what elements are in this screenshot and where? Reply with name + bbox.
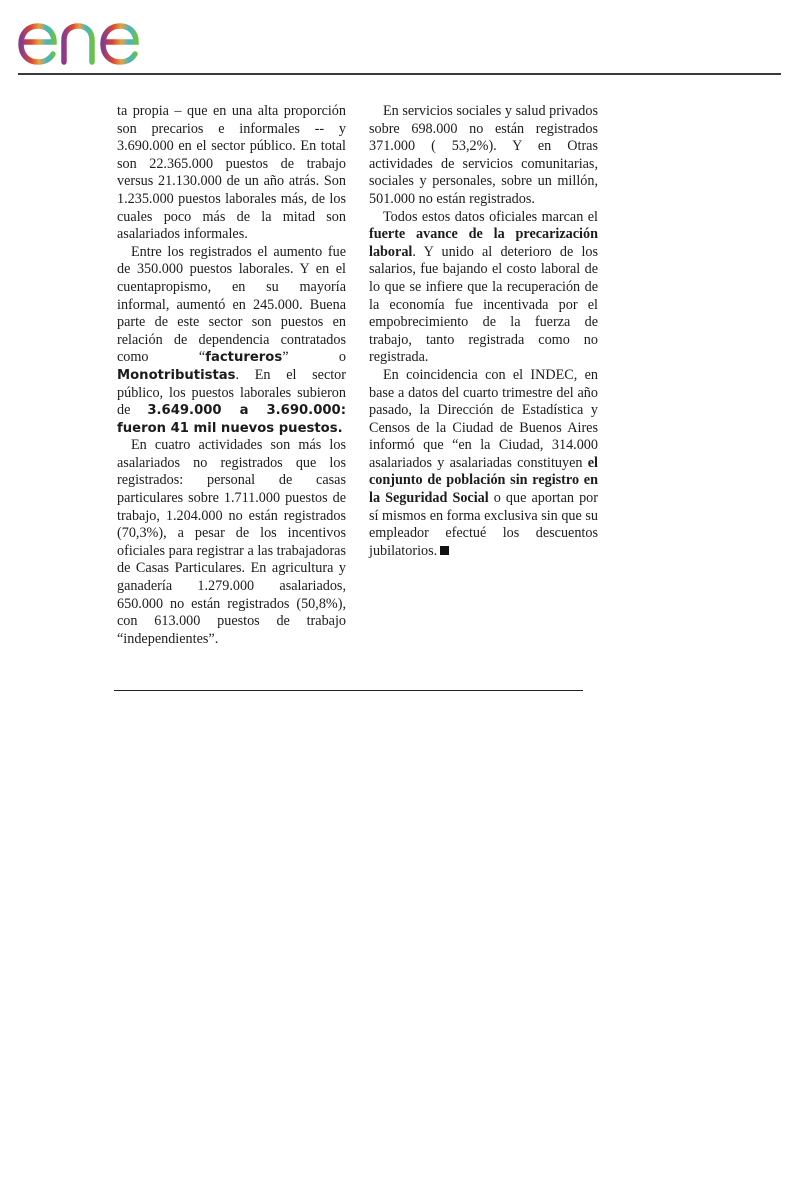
text: Todos estos datos oficiales marcan el [383,208,598,225]
text: En cuatro actividades son más los asalariados no registrados que los registrados: personal de casas particulares sobre 1.711.000 puestos de trabajo, 1.204.000 no están registrados (70,3%), a pesar de los incentivos oficiales para registrar a las trabajadoras de Casas Particulares. En agricultura y ganadería 1.279.000 asalariados, 650.000 no están registrados (50,8%), con 613.000 puestos de trabajo “independientes”. [117,437,346,647]
bold-text: el conjunto de población sin registro en la Seguridad Social [369,454,598,507]
bold-text: Monotributistas [117,367,236,383]
text: En servicios sociales y salud privados sobre 698.000 no están registrados 371.000 ( 53,2%). Y en Otras actividades de servicios comunitarias, sociales y personales, sobre un millón, 501.000 no están registrados. [369,103,598,207]
text: ” o [282,349,346,366]
text: o que aportan por sí mismos en forma exclusiva sin que su empleador efectué los descuentos jubilatorios. [369,490,598,559]
text: . En el sector público, los puestos laborales subieron de [117,366,346,419]
end-of-article-mark [440,546,449,555]
paragraph [369,103,598,209]
bold-text: factureros [205,350,283,366]
header-rule [18,73,781,75]
paragraph [117,244,346,438]
text: ta propia – que en una alta proporción son precarios e informales -- y 3.690.000 en el sector público. En total son 22.365.000 puestos de trabajo versus 21.130.000 de un año atrás. Son 1.235.000 puestos laborales más, de los cuales poco más de la mitad son asalariados informales. [117,103,346,243]
paragraph [117,437,346,648]
enel-logo [16,4,180,68]
footer-rule [114,690,583,691]
article-column-right [369,103,598,560]
text: En coincidencia con el INDEC, en base a datos del cuarto trimestre del año pasado, la Dirección de Estadística y Censos de la Ciudad de Buenos Aires informó que “en la Ciudad, 314.000 asalariados y asalariadas constituyen [369,366,598,471]
bold-text: fuerte avance de la precarización laboral [369,226,598,260]
bold-text: 3.649.000 a 3.690.000: fueron 41 mil nuevos puestos. [117,403,346,436]
paragraph [369,209,598,367]
paragraph [117,103,346,244]
text: . Y unido al deterioro de los salarios, fue bajando el costo laboral de lo que se infiere que la recuperación de la economía fue incentivada por el empobrecimiento de la fuerza de trabajo, tanto registrada como no registrada. [369,243,598,366]
text: Entre los registrados el aumento fue de 350.000 puestos laborales. Y en el cuentapropismo, en su mayoría informal, aumentó en 245.000. Buena parte de este sector son puestos en relación de dependencia contratados como “ [117,243,346,366]
article-column-left [117,103,346,648]
paragraph [369,367,598,561]
